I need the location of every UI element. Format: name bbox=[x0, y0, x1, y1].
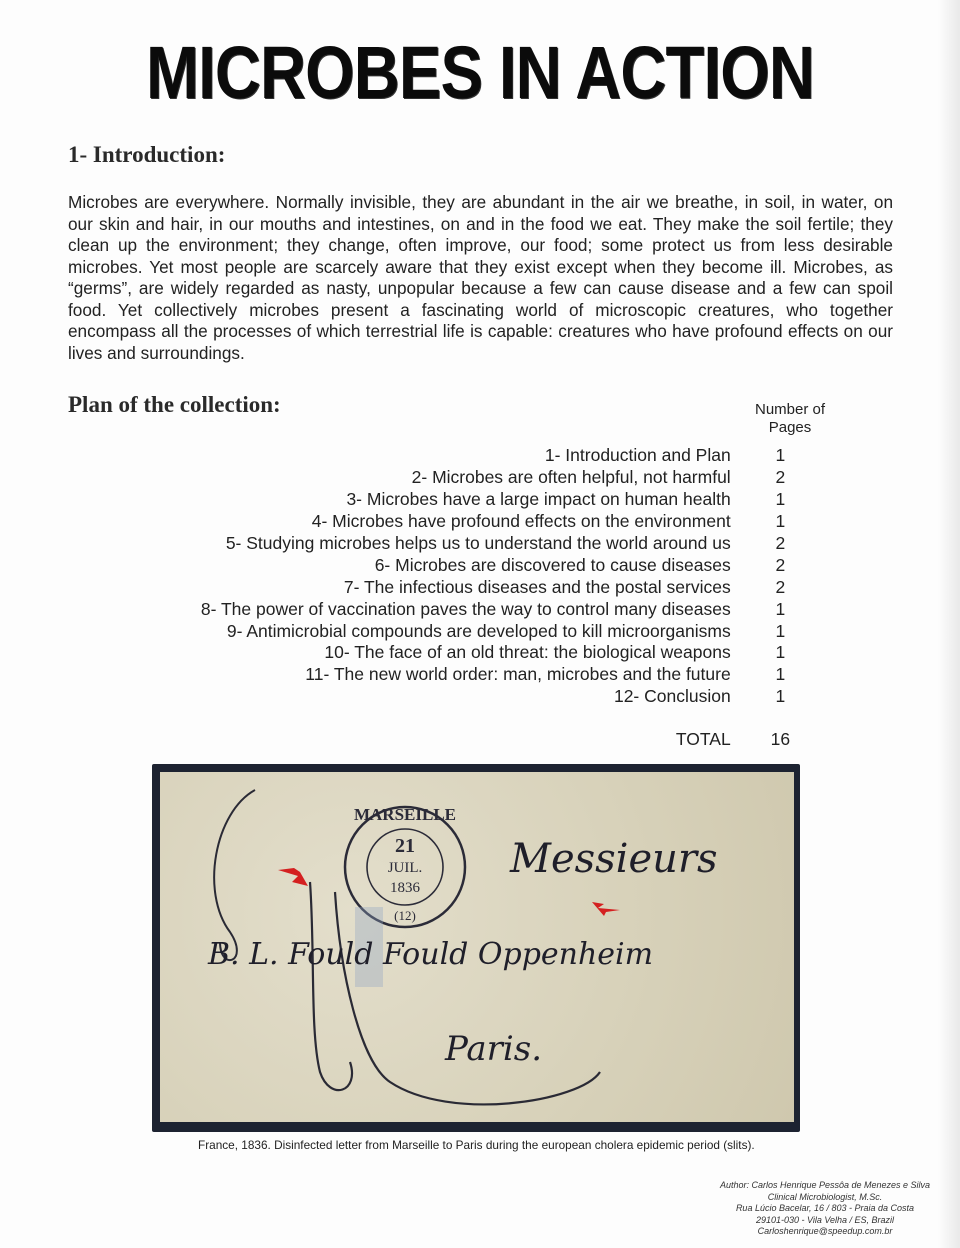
plan-item-pages: 1 bbox=[775, 489, 786, 510]
plan-item-pages: 1 bbox=[775, 686, 786, 707]
plan-item bbox=[120, 533, 810, 555]
plan-item bbox=[120, 489, 810, 511]
postal-cover-image bbox=[160, 772, 794, 1122]
plan-item-pages: 1 bbox=[775, 445, 786, 466]
plan-heading: Plan of the collection: bbox=[68, 392, 281, 417]
plan-item-pages: 2 bbox=[775, 533, 786, 553]
plan-item-label: 6- Microbes are discovered to cause diseases bbox=[374, 554, 731, 575]
plan-item-pages: 2 bbox=[775, 554, 786, 575]
postal-cover-drawing bbox=[160, 772, 794, 1122]
flourish-stroke bbox=[310, 882, 352, 1090]
plan-item-label: 4- Microbes have profound effects on the environment bbox=[311, 511, 731, 532]
postmark-year: 1836 bbox=[390, 880, 420, 896]
total-value: 16 bbox=[770, 729, 791, 749]
plan-item-label: 12- Conclusion bbox=[613, 686, 731, 707]
author-line: Carloshenrique@speedup.com.br bbox=[757, 1226, 893, 1236]
address-line-2: B. L. Fould Fould Oppenheim bbox=[208, 937, 654, 972]
plan-item bbox=[120, 620, 810, 642]
pages-column-header-line2: Pages bbox=[768, 419, 812, 436]
author-block bbox=[700, 1180, 950, 1238]
flourish-stroke bbox=[214, 790, 255, 960]
plan-item bbox=[120, 576, 810, 598]
plan-item-label: 2- Microbes are often helpful, not harmful bbox=[411, 467, 731, 488]
plan-item bbox=[120, 467, 810, 489]
postmark-code: (12) bbox=[394, 908, 416, 923]
plan-item-label: 1- Introduction and Plan bbox=[544, 445, 731, 466]
intro-paragraph: Microbes are everywhere. Normally invisible, they are abundant in the air we breathe, in soil, in water, on our skin and hair, in our mouths and intestines, on and in the food we eat. They make the soil fertile; they clean up the environment; they change, often improve, our food; some protect us from less desirable microbes. Yet most people are scarcely aware that they exist except when they become ill. Microbes, as “germs”, are widely regarded as nasty, unpopular because a few can cause disease and a few can spoil food. Yet collectively microbes present a fascinating world of microscopic creatures, who together encompass all the processes of which terrestrial life is capable: creatures who have profound effects on our lives and surroundings. bbox=[68, 192, 893, 363]
intro-heading: 1- Introduction: bbox=[68, 142, 226, 167]
plan-item-label: 8- The power of vaccination paves the way to control many diseases bbox=[200, 598, 731, 619]
author-line: 29101-030 - Vila Velha / ES, Brazil bbox=[755, 1214, 895, 1225]
plan-item bbox=[120, 686, 810, 708]
plan-item-pages: 2 bbox=[775, 467, 786, 488]
total-row bbox=[120, 729, 810, 750]
pages-column-header bbox=[740, 401, 840, 437]
plan-item-pages: 1 bbox=[775, 620, 786, 641]
postmark-month: JUIL. bbox=[387, 860, 423, 876]
plan-item bbox=[120, 554, 810, 576]
plan-item-pages: 1 bbox=[775, 642, 786, 663]
plan-item-label: 10- The face of an old threat: the biological weapons bbox=[324, 642, 731, 663]
plan-item bbox=[120, 598, 810, 620]
author-line: Clinical Microbiologist, M.Sc. bbox=[767, 1191, 883, 1202]
address-line-1: Messieurs bbox=[510, 836, 718, 882]
page-title: MICROBES IN ACTION bbox=[145, 31, 815, 114]
plan-item-pages: 1 bbox=[775, 664, 786, 685]
plan-item-label: 9- Antimicrobial compounds are developed to kill microorganisms bbox=[226, 620, 731, 641]
plan-item-label: 3- Microbes have a large impact on human health bbox=[346, 489, 731, 510]
plan-item bbox=[120, 664, 810, 686]
plan-item-pages: 1 bbox=[775, 598, 786, 619]
postmark-day: 21 bbox=[395, 835, 415, 857]
pages-column-header-line1: Number of bbox=[754, 401, 826, 418]
cover-caption: France, 1836. Disinfected letter from Marseille to Paris during the european cholera epidemic period (slits). bbox=[198, 1138, 755, 1152]
author-line: Author: Carlos Henrique Pessôa de Menezes e Silva bbox=[719, 1180, 931, 1190]
plan-list bbox=[120, 445, 810, 708]
plan-item bbox=[120, 642, 810, 664]
plan-item-label: 7- The infectious diseases and the postal services bbox=[343, 576, 731, 597]
page-edge-shadow bbox=[938, 0, 960, 1248]
plan-item bbox=[120, 511, 810, 533]
plan-item-pages: 1 bbox=[775, 511, 786, 532]
plan-item-pages: 2 bbox=[775, 576, 786, 597]
plan-item-label: 5- Studying microbes helps us to understand the world around us bbox=[225, 533, 731, 553]
red-arrow-left-icon bbox=[278, 868, 308, 886]
red-arrow-right-icon bbox=[592, 902, 620, 916]
plan-item-label: 11- The new world order: man, microbes and the future bbox=[305, 664, 731, 685]
total-label: TOTAL bbox=[675, 729, 731, 749]
plan-item bbox=[120, 445, 810, 467]
address-line-3: Paris. bbox=[445, 1029, 543, 1069]
author-line: Rua Lúcio Bacelar, 16 / 803 - Praia da Costa bbox=[735, 1203, 915, 1213]
postmark-city: MARSEILLE bbox=[353, 805, 457, 824]
